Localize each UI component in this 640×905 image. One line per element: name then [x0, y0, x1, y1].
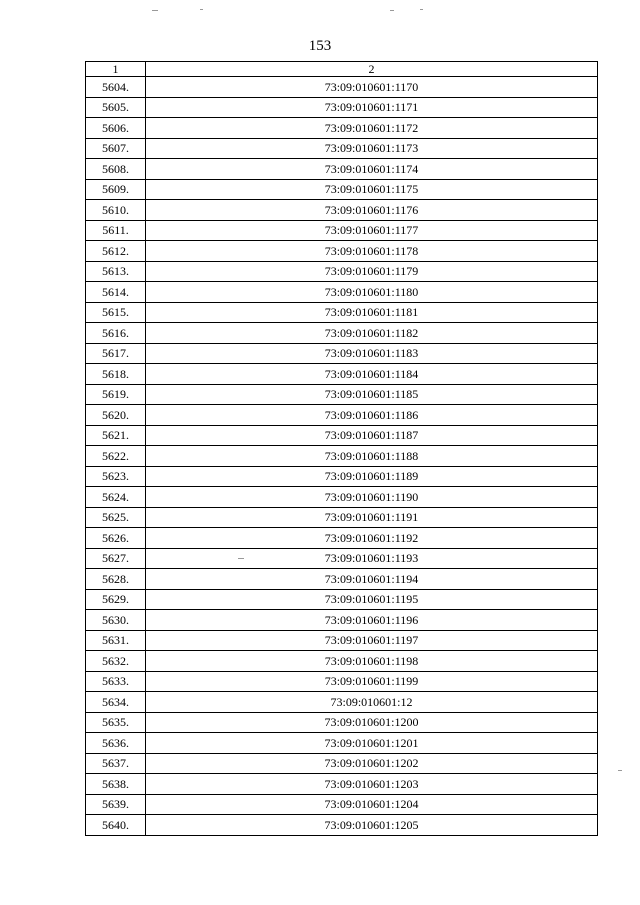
cadastral-number-cell: 73:09:010601:1200 [146, 712, 598, 733]
cadastral-number-cell: 73:09:010601:1195 [146, 589, 598, 610]
cadastral-number-cell: 73:09:010601:1180 [146, 282, 598, 303]
row-number-cell: 5628. [86, 569, 146, 590]
row-number-cell: 5609. [86, 179, 146, 200]
table-row [86, 733, 598, 754]
cadastral-number-cell: 73:09:010601:1186 [146, 405, 598, 426]
table-row [86, 610, 598, 631]
row-number-cell: 5620. [86, 405, 146, 426]
row-number-cell: 5624. [86, 487, 146, 508]
table-row [86, 302, 598, 323]
row-number-cell: 5611. [86, 220, 146, 241]
cadastral-number-cell: 73:09:010601:1196 [146, 610, 598, 631]
table-row [86, 159, 598, 180]
column-header-1: 1 [86, 62, 146, 77]
table-row [86, 138, 598, 159]
row-number-cell: 5629. [86, 589, 146, 610]
table-row [86, 815, 598, 836]
cadastral-number-cell: 73:09:010601:1181 [146, 302, 598, 323]
cadastral-number-cell: 73:09:010601:1187 [146, 425, 598, 446]
cadastral-number-cell: 73:09:010601:1174 [146, 159, 598, 180]
cadastral-number-cell: 73:09:010601:1198 [146, 651, 598, 672]
table-row [86, 569, 598, 590]
row-number-cell: 5634. [86, 692, 146, 713]
row-number-cell: 5621. [86, 425, 146, 446]
table-header-row [86, 62, 598, 77]
cadastral-number-cell: 73:09:010601:12 [146, 692, 598, 713]
row-number-cell: 5613. [86, 261, 146, 282]
cadastral-number-cell: 73:09:010601:1185 [146, 384, 598, 405]
table-row [86, 343, 598, 364]
row-number-cell: 5612. [86, 241, 146, 262]
cadastral-number-cell: 73:09:010601:1184 [146, 364, 598, 385]
table-row [86, 364, 598, 385]
table-row [86, 241, 598, 262]
row-number-cell: 5622. [86, 446, 146, 467]
table-row [86, 589, 598, 610]
cadastral-number-cell: 73:09:010601:1201 [146, 733, 598, 754]
table-row [86, 774, 598, 795]
table-row [86, 97, 598, 118]
row-number-cell: 5608. [86, 159, 146, 180]
row-number-cell: 5605. [86, 97, 146, 118]
table-row [86, 323, 598, 344]
cadastral-number-cell: 73:09:010601:1192 [146, 528, 598, 549]
cadastral-number-cell: 73:09:010601:1203 [146, 774, 598, 795]
table-row [86, 466, 598, 487]
table-row [86, 200, 598, 221]
cadastral-number-cell: 73:09:010601:1193 [146, 548, 598, 569]
row-number-cell: 5604. [86, 77, 146, 98]
cadastral-number-cell: 73:09:010601:1183 [146, 343, 598, 364]
row-number-cell: 5636. [86, 733, 146, 754]
table-row [86, 548, 598, 569]
row-number-cell: 5625. [86, 507, 146, 528]
table-row [86, 651, 598, 672]
table-row [86, 261, 598, 282]
cadastral-number-cell: 73:09:010601:1178 [146, 241, 598, 262]
row-number-cell: 5627. [86, 548, 146, 569]
row-number-cell: 5610. [86, 200, 146, 221]
row-number-cell: 5640. [86, 815, 146, 836]
cadastral-number-cell: 73:09:010601:1170 [146, 77, 598, 98]
table-row [86, 179, 598, 200]
cadastral-number-cell: 73:09:010601:1189 [146, 466, 598, 487]
table-row [86, 77, 598, 98]
table-row [86, 405, 598, 426]
table-row [86, 671, 598, 692]
row-number-cell: 5623. [86, 466, 146, 487]
table-row [86, 712, 598, 733]
row-number-cell: 5632. [86, 651, 146, 672]
cadastral-number-cell: 73:09:010601:1188 [146, 446, 598, 467]
table-body [86, 77, 598, 836]
row-number-cell: 5619. [86, 384, 146, 405]
row-number-cell: 5606. [86, 118, 146, 139]
cadastral-number-cell: 73:09:010601:1202 [146, 753, 598, 774]
column-header-2: 2 [146, 62, 598, 77]
row-number-cell: 5618. [86, 364, 146, 385]
table-row [86, 384, 598, 405]
table-row [86, 630, 598, 651]
row-number-cell: 5639. [86, 794, 146, 815]
cadastral-number-cell: 73:09:010601:1190 [146, 487, 598, 508]
row-number-cell: 5617. [86, 343, 146, 364]
cadastral-number-cell: 73:09:010601:1179 [146, 261, 598, 282]
table-row [86, 487, 598, 508]
row-number-cell: 5631. [86, 630, 146, 651]
row-number-cell: 5638. [86, 774, 146, 795]
cadastral-number-cell: 73:09:010601:1199 [146, 671, 598, 692]
table-row [86, 118, 598, 139]
row-number-cell: 5626. [86, 528, 146, 549]
row-number-cell: 5633. [86, 671, 146, 692]
cadastral-number-cell: 73:09:010601:1182 [146, 323, 598, 344]
cadastral-number-cell: 73:09:010601:1173 [146, 138, 598, 159]
row-number-cell: 5637. [86, 753, 146, 774]
cadastral-number-cell: 73:09:010601:1191 [146, 507, 598, 528]
cadastral-number-cell: 73:09:010601:1176 [146, 200, 598, 221]
table-row [86, 507, 598, 528]
table-row [86, 692, 598, 713]
table-row [86, 446, 598, 467]
table-row [86, 528, 598, 549]
row-number-cell: 5614. [86, 282, 146, 303]
table-row [86, 282, 598, 303]
cadastral-number-cell: 73:09:010601:1204 [146, 794, 598, 815]
row-number-cell: 5616. [86, 323, 146, 344]
row-number-cell: 5635. [86, 712, 146, 733]
cadastral-number-cell: 73:09:010601:1175 [146, 179, 598, 200]
cadastral-table [85, 61, 598, 836]
table-row [86, 794, 598, 815]
page-number: 153 [308, 38, 332, 54]
cadastral-number-cell: 73:09:010601:1171 [146, 97, 598, 118]
cadastral-number-cell: 73:09:010601:1205 [146, 815, 598, 836]
table-row [86, 753, 598, 774]
cadastral-number-cell: 73:09:010601:1177 [146, 220, 598, 241]
cadastral-number-cell: 73:09:010601:1172 [146, 118, 598, 139]
row-number-cell: 5607. [86, 138, 146, 159]
table-row [86, 220, 598, 241]
row-number-cell: 5615. [86, 302, 146, 323]
table-row [86, 425, 598, 446]
row-number-cell: 5630. [86, 610, 146, 631]
cadastral-number-cell: 73:09:010601:1194 [146, 569, 598, 590]
cadastral-number-cell: 73:09:010601:1197 [146, 630, 598, 651]
